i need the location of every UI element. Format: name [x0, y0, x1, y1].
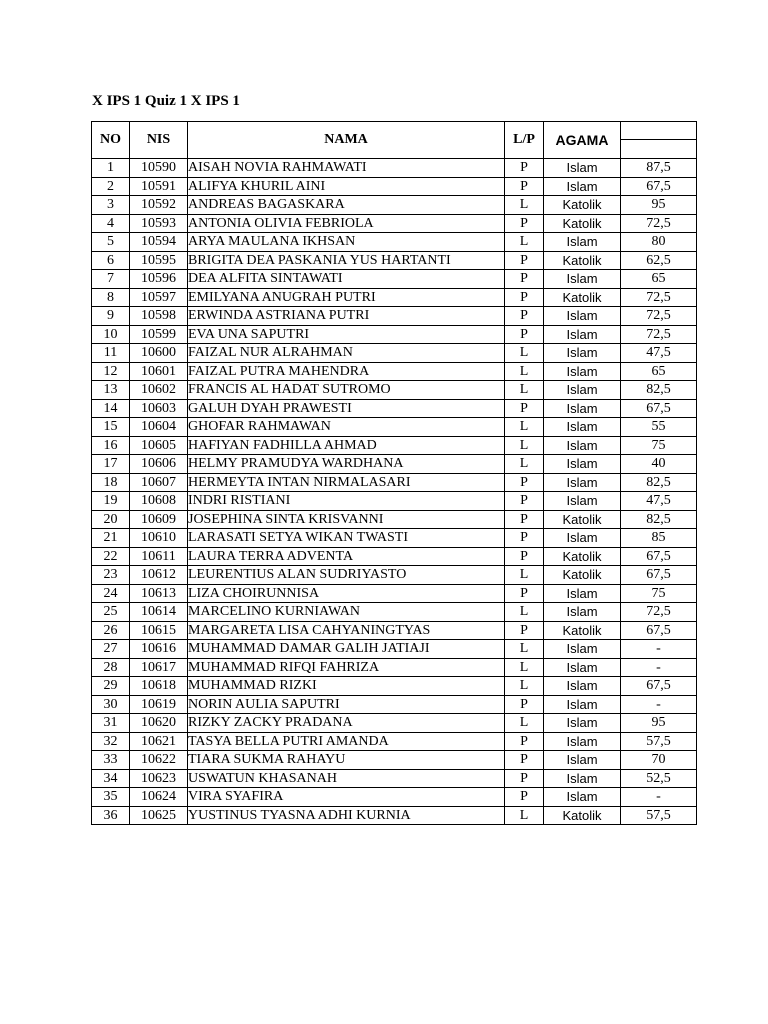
cell-no: 4 — [92, 214, 130, 233]
cell-lp: P — [505, 214, 544, 233]
cell-nis: 10624 — [130, 788, 188, 807]
cell-nis: 10598 — [130, 307, 188, 326]
cell-lp: P — [505, 399, 544, 418]
table-row — [92, 344, 697, 363]
cell-nama: HAFIYAN FADHILLA AHMAD — [188, 436, 505, 455]
cell-no: 1 — [92, 159, 130, 178]
cell-lp: P — [505, 307, 544, 326]
cell-nama: LIZA CHOIRUNNISA — [188, 584, 505, 603]
cell-nis: 10594 — [130, 233, 188, 252]
cell-no: 30 — [92, 695, 130, 714]
cell-nis: 10606 — [130, 455, 188, 474]
table-row — [92, 270, 697, 289]
cell-no: 33 — [92, 751, 130, 770]
cell-agama: Islam — [544, 603, 621, 622]
header-no: NO — [92, 122, 130, 159]
cell-agama: Islam — [544, 362, 621, 381]
cell-no: 12 — [92, 362, 130, 381]
cell-lp: L — [505, 455, 544, 474]
header-nama: NAMA — [188, 122, 505, 159]
cell-score: 67,5 — [621, 677, 697, 696]
cell-nama: YUSTINUS TYASNA ADHI KURNIA — [188, 806, 505, 825]
cell-nis: 10600 — [130, 344, 188, 363]
cell-score: 72,5 — [621, 288, 697, 307]
header-lp: L/P — [505, 122, 544, 159]
cell-score: 72,5 — [621, 603, 697, 622]
header-score-bottom — [621, 140, 696, 158]
table-row — [92, 381, 697, 400]
cell-nama: INDRI RISTIANI — [188, 492, 505, 511]
cell-nis: 10604 — [130, 418, 188, 437]
cell-nama: HELMY PRAMUDYA WARDHANA — [188, 455, 505, 474]
header-score — [621, 122, 697, 159]
header-score-top — [621, 122, 696, 140]
cell-nis: 10593 — [130, 214, 188, 233]
cell-nama: DEA ALFITA SINTAWATI — [188, 270, 505, 289]
cell-score: 70 — [621, 751, 697, 770]
cell-nis: 10592 — [130, 196, 188, 215]
table-row — [92, 492, 697, 511]
cell-nama: LAURA TERRA ADVENTA — [188, 547, 505, 566]
cell-lp: P — [505, 492, 544, 511]
cell-nis: 10591 — [130, 177, 188, 196]
cell-nama: ARYA MAULANA IKHSAN — [188, 233, 505, 252]
cell-no: 18 — [92, 473, 130, 492]
cell-lp: P — [505, 159, 544, 178]
cell-agama: Islam — [544, 640, 621, 659]
page-title: X IPS 1 Quiz 1 X IPS 1 — [92, 93, 240, 109]
cell-score: 47,5 — [621, 492, 697, 511]
table-row — [92, 177, 697, 196]
cell-score: 67,5 — [621, 399, 697, 418]
cell-score: 95 — [621, 714, 697, 733]
cell-nama: FAIZAL PUTRA MAHENDRA — [188, 362, 505, 381]
cell-agama: Islam — [544, 307, 621, 326]
table-row — [92, 769, 697, 788]
cell-nama: BRIGITA DEA PASKANIA YUS HARTANTI — [188, 251, 505, 270]
cell-nama: RIZKY ZACKY PRADANA — [188, 714, 505, 733]
cell-agama: Islam — [544, 455, 621, 474]
cell-lp: L — [505, 436, 544, 455]
cell-score: 75 — [621, 436, 697, 455]
cell-nis: 10625 — [130, 806, 188, 825]
cell-agama: Katolik — [544, 566, 621, 585]
cell-agama: Katolik — [544, 510, 621, 529]
cell-lp: P — [505, 769, 544, 788]
table-row — [92, 658, 697, 677]
cell-nama: EVA UNA SAPUTRI — [188, 325, 505, 344]
cell-nama: FRANCIS AL HADAT SUTROMO — [188, 381, 505, 400]
cell-nama: TASYA BELLA PUTRI AMANDA — [188, 732, 505, 751]
cell-nis: 10597 — [130, 288, 188, 307]
cell-nama: HERMEYTA INTAN NIRMALASARI — [188, 473, 505, 492]
cell-lp: L — [505, 640, 544, 659]
cell-agama: Islam — [544, 159, 621, 178]
cell-no: 14 — [92, 399, 130, 418]
cell-agama: Katolik — [544, 214, 621, 233]
cell-lp: P — [505, 584, 544, 603]
cell-agama: Islam — [544, 399, 621, 418]
table-row — [92, 473, 697, 492]
cell-lp: P — [505, 251, 544, 270]
cell-score: 72,5 — [621, 325, 697, 344]
cell-nis: 10605 — [130, 436, 188, 455]
cell-lp: L — [505, 714, 544, 733]
cell-no: 11 — [92, 344, 130, 363]
cell-agama: Islam — [544, 529, 621, 548]
cell-score: - — [621, 788, 697, 807]
cell-no: 26 — [92, 621, 130, 640]
cell-agama: Katolik — [544, 547, 621, 566]
cell-lp: P — [505, 473, 544, 492]
cell-lp: L — [505, 806, 544, 825]
cell-score: 67,5 — [621, 547, 697, 566]
cell-agama: Islam — [544, 325, 621, 344]
cell-agama: Islam — [544, 473, 621, 492]
cell-lp: L — [505, 677, 544, 696]
cell-agama: Islam — [544, 788, 621, 807]
cell-no: 23 — [92, 566, 130, 585]
cell-nis: 10610 — [130, 529, 188, 548]
cell-no: 15 — [92, 418, 130, 437]
cell-nama: JOSEPHINA SINTA KRISVANNI — [188, 510, 505, 529]
cell-nis: 10620 — [130, 714, 188, 733]
cell-score: 67,5 — [621, 566, 697, 585]
table-row — [92, 233, 697, 252]
table-row — [92, 325, 697, 344]
table-row — [92, 196, 697, 215]
cell-agama: Islam — [544, 177, 621, 196]
cell-score: 47,5 — [621, 344, 697, 363]
cell-no: 31 — [92, 714, 130, 733]
cell-lp: L — [505, 196, 544, 215]
table-row — [92, 547, 697, 566]
cell-agama: Islam — [544, 492, 621, 511]
cell-no: 17 — [92, 455, 130, 474]
table-row — [92, 399, 697, 418]
cell-no: 19 — [92, 492, 130, 511]
cell-agama: Islam — [544, 732, 621, 751]
cell-no: 20 — [92, 510, 130, 529]
cell-no: 7 — [92, 270, 130, 289]
cell-score: 87,5 — [621, 159, 697, 178]
cell-no: 9 — [92, 307, 130, 326]
cell-score: 57,5 — [621, 806, 697, 825]
table-row — [92, 418, 697, 437]
cell-nis: 10595 — [130, 251, 188, 270]
cell-score: 72,5 — [621, 307, 697, 326]
table-row — [92, 603, 697, 622]
cell-lp: L — [505, 233, 544, 252]
cell-score: 95 — [621, 196, 697, 215]
cell-agama: Islam — [544, 658, 621, 677]
cell-nama: TIARA SUKMA RAHAYU — [188, 751, 505, 770]
cell-score: 52,5 — [621, 769, 697, 788]
cell-agama: Islam — [544, 695, 621, 714]
cell-nis: 10617 — [130, 658, 188, 677]
cell-nama: AISAH NOVIA RAHMAWATI — [188, 159, 505, 178]
cell-nis: 10601 — [130, 362, 188, 381]
cell-agama: Islam — [544, 714, 621, 733]
cell-lp: P — [505, 325, 544, 344]
cell-lp: L — [505, 418, 544, 437]
table-row — [92, 751, 697, 770]
table-row — [92, 621, 697, 640]
cell-nama: ANDREAS BAGASKARA — [188, 196, 505, 215]
cell-nis: 10603 — [130, 399, 188, 418]
cell-lp: L — [505, 344, 544, 363]
cell-nama: LEURENTIUS ALAN SUDRIYASTO — [188, 566, 505, 585]
cell-nis: 10599 — [130, 325, 188, 344]
cell-nama: MARGARETA LISA CAHYANINGTYAS — [188, 621, 505, 640]
cell-nama: ERWINDA ASTRIANA PUTRI — [188, 307, 505, 326]
table-row — [92, 677, 697, 696]
cell-score: - — [621, 640, 697, 659]
cell-nis: 10609 — [130, 510, 188, 529]
cell-agama: Islam — [544, 584, 621, 603]
table-row — [92, 529, 697, 548]
cell-nis: 10621 — [130, 732, 188, 751]
header-agama: AGAMA — [544, 122, 621, 159]
table-row — [92, 695, 697, 714]
table-row — [92, 251, 697, 270]
cell-no: 2 — [92, 177, 130, 196]
cell-nis: 10614 — [130, 603, 188, 622]
cell-no: 27 — [92, 640, 130, 659]
cell-nama: GALUH DYAH PRAWESTI — [188, 399, 505, 418]
cell-no: 25 — [92, 603, 130, 622]
table-row — [92, 288, 697, 307]
cell-score: 67,5 — [621, 621, 697, 640]
cell-no: 34 — [92, 769, 130, 788]
cell-no: 16 — [92, 436, 130, 455]
cell-lp: P — [505, 510, 544, 529]
cell-nama: VIRA SYAFIRA — [188, 788, 505, 807]
cell-no: 24 — [92, 584, 130, 603]
cell-nama: USWATUN KHASANAH — [188, 769, 505, 788]
cell-score: - — [621, 658, 697, 677]
cell-agama: Islam — [544, 677, 621, 696]
table-row — [92, 455, 697, 474]
cell-agama: Katolik — [544, 806, 621, 825]
table-row — [92, 159, 697, 178]
cell-no: 6 — [92, 251, 130, 270]
table-row — [92, 510, 697, 529]
cell-nama: FAIZAL NUR ALRAHMAN — [188, 344, 505, 363]
cell-no: 32 — [92, 732, 130, 751]
cell-agama: Katolik — [544, 251, 621, 270]
table-row — [92, 362, 697, 381]
cell-agama: Islam — [544, 751, 621, 770]
table-header — [92, 122, 697, 159]
table-row — [92, 788, 697, 807]
cell-nis: 10590 — [130, 159, 188, 178]
cell-score: 65 — [621, 270, 697, 289]
cell-lp: P — [505, 547, 544, 566]
cell-nis: 10611 — [130, 547, 188, 566]
cell-nama: MARCELINO KURNIAWAN — [188, 603, 505, 622]
cell-agama: Islam — [544, 344, 621, 363]
cell-nis: 10619 — [130, 695, 188, 714]
cell-lp: P — [505, 529, 544, 548]
cell-lp: L — [505, 603, 544, 622]
cell-nis: 10623 — [130, 769, 188, 788]
cell-nama: MUHAMMAD DAMAR GALIH JATIAJI — [188, 640, 505, 659]
cell-agama: Katolik — [544, 621, 621, 640]
cell-nis: 10613 — [130, 584, 188, 603]
cell-no: 29 — [92, 677, 130, 696]
cell-score: 40 — [621, 455, 697, 474]
table-row — [92, 566, 697, 585]
cell-no: 28 — [92, 658, 130, 677]
cell-lp: P — [505, 751, 544, 770]
table-row — [92, 732, 697, 751]
cell-nis: 10612 — [130, 566, 188, 585]
cell-agama: Islam — [544, 418, 621, 437]
cell-no: 5 — [92, 233, 130, 252]
table-row — [92, 436, 697, 455]
cell-agama: Katolik — [544, 288, 621, 307]
cell-lp: L — [505, 381, 544, 400]
cell-nis: 10596 — [130, 270, 188, 289]
cell-no: 10 — [92, 325, 130, 344]
cell-nama: ALIFYA KHURIL AINI — [188, 177, 505, 196]
cell-nama: GHOFAR RAHMAWAN — [188, 418, 505, 437]
cell-nama: MUHAMMAD RIZKI — [188, 677, 505, 696]
cell-nis: 10602 — [130, 381, 188, 400]
cell-score: 82,5 — [621, 473, 697, 492]
cell-agama: Islam — [544, 270, 621, 289]
cell-lp: P — [505, 788, 544, 807]
cell-agama: Islam — [544, 436, 621, 455]
cell-score: 62,5 — [621, 251, 697, 270]
cell-score: 72,5 — [621, 214, 697, 233]
cell-no: 3 — [92, 196, 130, 215]
table-row — [92, 307, 697, 326]
cell-agama: Islam — [544, 381, 621, 400]
cell-no: 8 — [92, 288, 130, 307]
cell-nama: LARASATI SETYA WIKAN TWASTI — [188, 529, 505, 548]
cell-score: 55 — [621, 418, 697, 437]
cell-lp: L — [505, 362, 544, 381]
cell-no: 36 — [92, 806, 130, 825]
cell-agama: Islam — [544, 233, 621, 252]
cell-lp: P — [505, 695, 544, 714]
cell-nis: 10618 — [130, 677, 188, 696]
cell-no: 35 — [92, 788, 130, 807]
cell-nama: EMILYANA ANUGRAH PUTRI — [188, 288, 505, 307]
table-row — [92, 714, 697, 733]
cell-lp: P — [505, 177, 544, 196]
header-nis: NIS — [130, 122, 188, 159]
cell-nama: ANTONIA OLIVIA FEBRIOLA — [188, 214, 505, 233]
cell-nama: NORIN AULIA SAPUTRI — [188, 695, 505, 714]
cell-nis: 10622 — [130, 751, 188, 770]
cell-score: 57,5 — [621, 732, 697, 751]
table-row — [92, 640, 697, 659]
cell-score: 82,5 — [621, 381, 697, 400]
cell-lp: L — [505, 658, 544, 677]
cell-lp: P — [505, 621, 544, 640]
cell-score: 75 — [621, 584, 697, 603]
cell-score: - — [621, 695, 697, 714]
score-table — [91, 121, 697, 825]
cell-nis: 10615 — [130, 621, 188, 640]
cell-score: 65 — [621, 362, 697, 381]
cell-score: 85 — [621, 529, 697, 548]
cell-lp: P — [505, 732, 544, 751]
table-row — [92, 214, 697, 233]
table-row — [92, 584, 697, 603]
cell-no: 22 — [92, 547, 130, 566]
cell-no: 21 — [92, 529, 130, 548]
cell-lp: L — [505, 566, 544, 585]
cell-nis: 10616 — [130, 640, 188, 659]
cell-nis: 10608 — [130, 492, 188, 511]
cell-lp: P — [505, 288, 544, 307]
cell-score: 82,5 — [621, 510, 697, 529]
cell-nis: 10607 — [130, 473, 188, 492]
table-row — [92, 806, 697, 825]
cell-agama: Katolik — [544, 196, 621, 215]
cell-score: 80 — [621, 233, 697, 252]
cell-agama: Islam — [544, 769, 621, 788]
cell-nama: MUHAMMAD RIFQI FAHRIZA — [188, 658, 505, 677]
cell-score: 67,5 — [621, 177, 697, 196]
header-row — [92, 122, 697, 159]
table-body — [92, 159, 697, 825]
cell-no: 13 — [92, 381, 130, 400]
cell-lp: P — [505, 270, 544, 289]
